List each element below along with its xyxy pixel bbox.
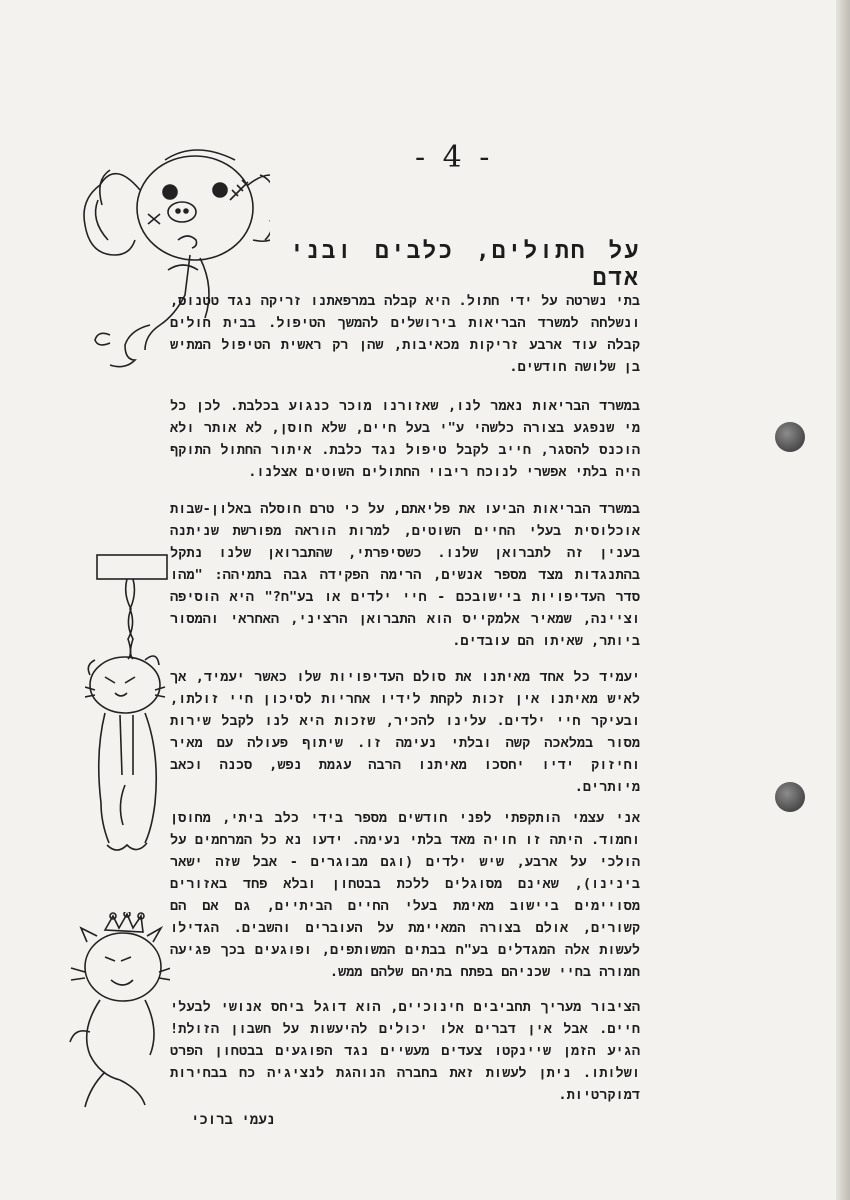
author-signature: נעמי ברוכי: [190, 1112, 275, 1128]
paragraph-1: בתי נשרטה על ידי חתול. היא קבלה במרפאתנו זריקה נגד טטנוס, ונשלחה למשרד הבריאות בירושלים להמשך הטיפול. בבית חולים קבלה עוד ארבע זריקות מכאיבות, שהן רק ראשית הטיפול המתיש בן שלושה חודשים.: [170, 293, 640, 375]
hanging-cat-illustration: [85, 545, 175, 875]
paragraph-6: הציבור מעריך תחביבים חינוכיים, הוא דוגל ביחס אנושי לבעלי חיים. אבל אין דברים אלו יכולים להיעשות על חשבון הזולת! הגיע הזמן שיינקטו צעדים מעשיים נגד הפוגעים בבטחון הפרט ושלותו. ניתן לעשות זאת בחברה הנוהגת לנציגיה כח בבחירות דמוקרטיות.: [170, 999, 640, 1103]
binder-hole-top: [775, 422, 805, 452]
paragraph-5: אני עצמי הותקפתי לפני חודשים מספר בידי כלב ביתי, מחוסן וחמוד. היתה זו חויה מאד בלתי נעימה. ידעו נא כל המרחמים על הולכי על ארבע, שיש ילדים (וגם מבוגרים - אבל שזה ישאר בינינו), שאינם מסוגלים ללכת בבטחון ובלא פחד באזורים מסויימים ביישוב מאימת בעלי החיים הביתיים, גם אם הם קשורים, אולם בצורה המאיימת על העוברים והשבים. הגדילו לעשות אלה המגדלים בע"ח בבתים המשותפים, ופוגעים בכך פגיעה חמורה בחיי שכניהם בפתח בתיהם שלהם ממש.: [170, 810, 640, 980]
binder-hole-bottom: [775, 782, 805, 812]
paragraph-4: יעמיד כל אחד מאיתנו את סולם העדיפויות שלו כאשר יעמיד, אך לאיש מאיתנו אין זכות לקחת לידיו אחריות לסיכון חיי זולתו, ובעיקר חיי ילדים. עלינו להכיר, שזכות היא לנו לקבל שירות מסור במלאכה קשה ובלתי נעימה זו. שיתוף פעולה עם מאיר וחיזוק ידיו יחסכו מאיתנו הרבה עגמת נפש, סכנה וכאב מיותרים.: [170, 669, 640, 795]
crowned-cat-illustration: [65, 912, 170, 1112]
paragraph-3: במשרד הבריאות הביעו את פליאתם, על כי טרם חוסלה באלון-שבות אוכלוסית בעלי החיים השוטים, למרות הוראה מפורשת שניתנה בענין זה לתברואן שלנו. כשסיפרתי, שהתברואן שלנו נתקל בהתנגדות מצד מספר אנשים, הרימה הפקידה גבה בתמיהה: "מהו סדר העדיפויות ביישובכם - חיי ילדים או בע"ח?" היא הוסיפה וציינה, שמאיר אלמקייס הוא התברואן הרציני, האחראי והמסור ביותר, שאיתו הם עובדים.: [170, 501, 640, 649]
article-title: על חתולים, כלבים ובני אדם: [289, 238, 640, 291]
page-edge-shadow: [836, 0, 850, 1200]
paragraph-2: במשרד הבריאות נאמר לנו, שאזורנו מוכר כנגוע בכלבת. לכן כל מי שנפגע בצורה כלשהי ע"י בעל חיים, שלא חוסן, לא אותר ולא הוכנס להסגר, חייב לקבל טיפול נגד כלבת. איתור החתול התוקף היה בלתי אפשרי לנוכח ריבוי החתולים השוטים אצלנו.: [170, 398, 640, 480]
page-number: - 4 -: [415, 140, 494, 175]
